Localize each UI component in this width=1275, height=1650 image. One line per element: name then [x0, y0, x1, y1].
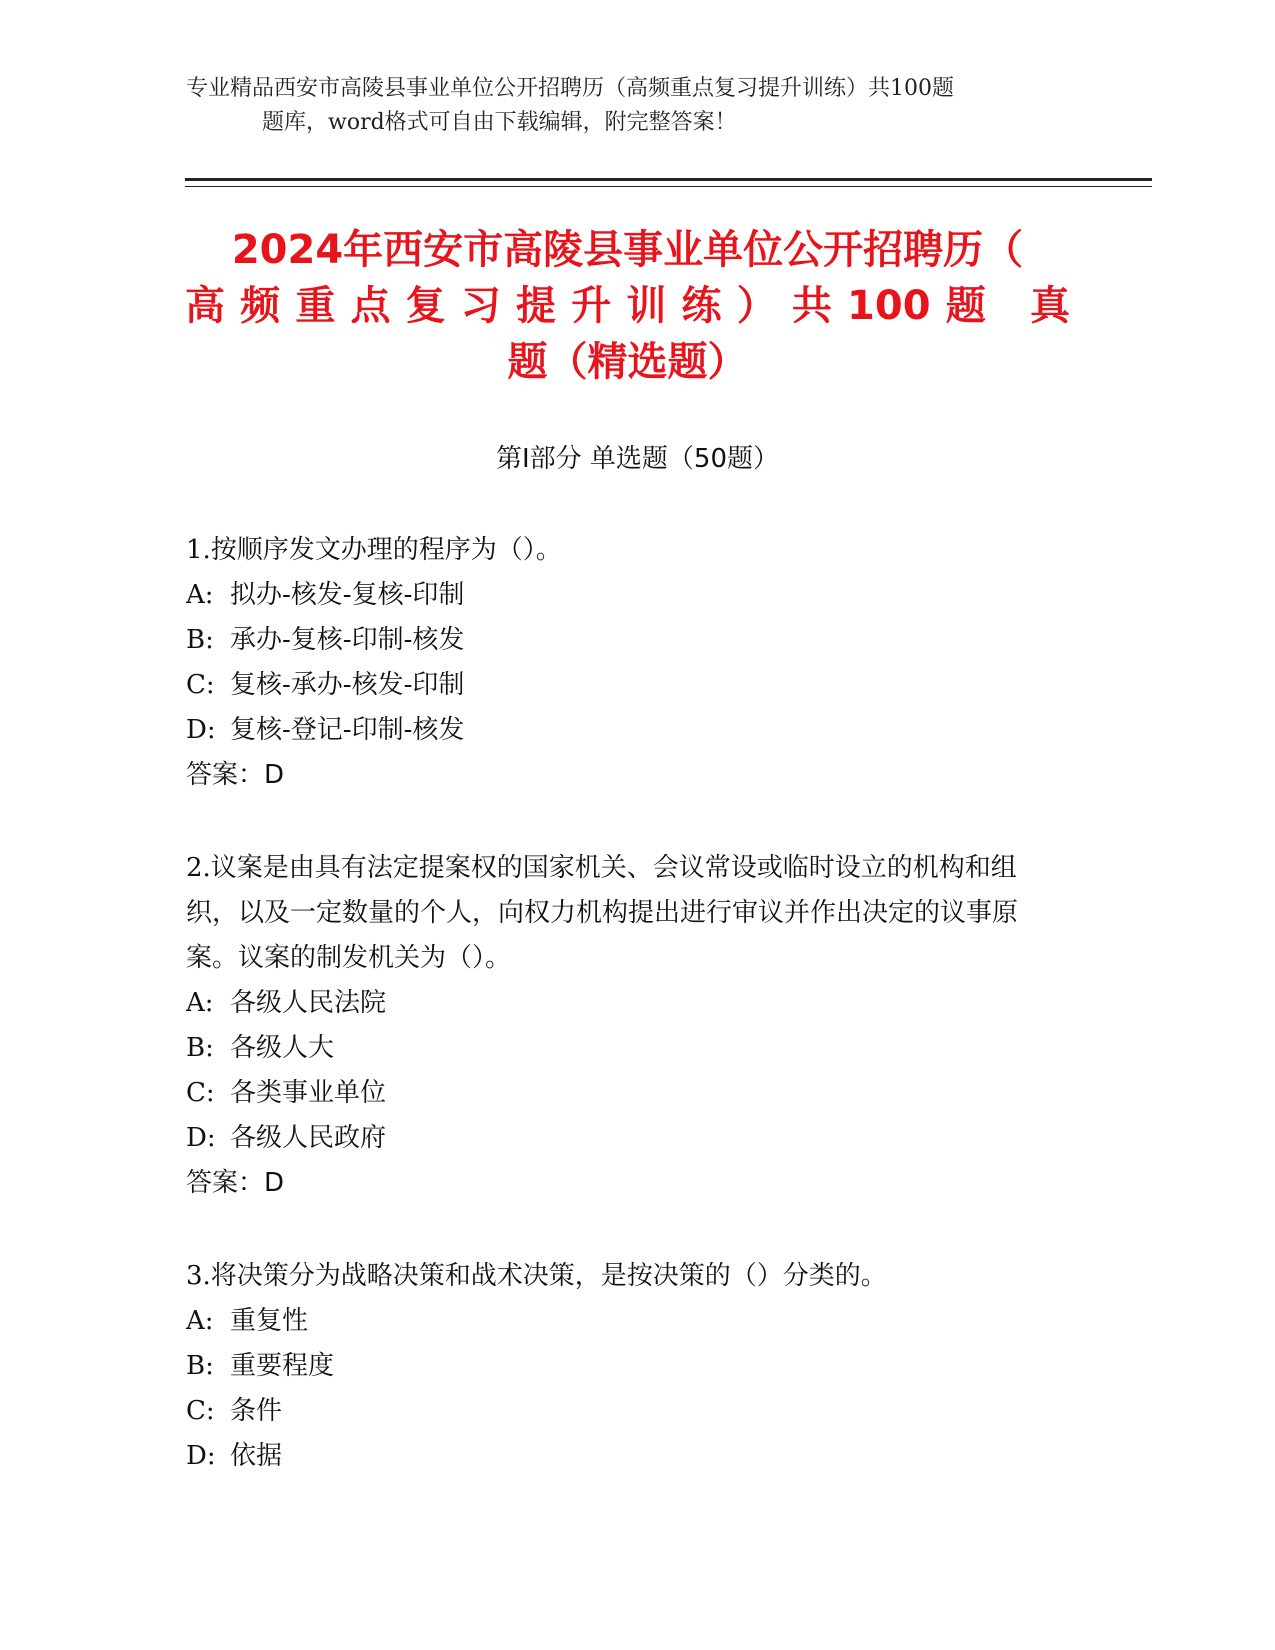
option-label: B:: [186, 1033, 214, 1063]
option-text: 各级人民法院: [230, 988, 387, 1018]
title-line-3: 题（精选题）: [507, 339, 748, 385]
option-text: 拟办-核发-复核-印制: [230, 580, 465, 610]
document-title: [185, 222, 1070, 390]
option-a: [186, 981, 1066, 1026]
question-2: [186, 846, 1066, 1206]
answer: 答案：D: [186, 760, 285, 790]
header-rule-thin: [185, 186, 1152, 187]
option-label: D:: [186, 1441, 216, 1471]
option-d: [186, 1116, 1066, 1161]
option-text: 承办-复核-印制-核发: [230, 625, 465, 655]
option-d: [186, 708, 1066, 753]
option-text: 重要程度: [230, 1351, 335, 1381]
option-c: [186, 1071, 1066, 1116]
header-line-2: 题库，word格式可自由下载编辑，附完整答案！: [262, 110, 737, 135]
option-text: 各级人大: [230, 1033, 335, 1063]
option-text: 复核-登记-印制-核发: [230, 715, 465, 745]
section-heading: 第Ⅰ部分 单选题（50题）: [495, 444, 780, 474]
question-stem: 3.将决策分为战略决策和战术决策，是按决策的（）分类的。: [186, 1261, 887, 1291]
option-label: A:: [186, 988, 214, 1018]
option-b: [186, 1344, 1066, 1389]
title-line-2: [185, 278, 1070, 334]
question-3: [186, 1254, 1066, 1479]
option-label: C:: [186, 670, 215, 700]
answer: 答案：D: [186, 1168, 285, 1198]
option-label: D:: [186, 715, 216, 745]
option-text: 依据: [230, 1441, 283, 1471]
option-text: 复核-承办-核发-印制: [230, 670, 465, 700]
header-note: [186, 72, 1066, 140]
option-b: [186, 1026, 1066, 1071]
option-label: C:: [186, 1396, 215, 1426]
title-line-2b: 真: [1030, 283, 1070, 329]
header-line-1: 专业精品西安市高陵县事业单位公开招聘历（高频重点复习提升训练）共100题: [186, 76, 954, 101]
option-label: A:: [186, 580, 214, 610]
option-text: 条件: [230, 1396, 283, 1426]
option-a: [186, 573, 1066, 618]
question-list: [186, 528, 1066, 1527]
option-text: 各类事业单位: [230, 1078, 387, 1108]
option-a: [186, 1299, 1066, 1344]
header-rule-thick: [185, 178, 1152, 181]
option-d: [186, 1434, 1066, 1479]
title-line-2a: 高频重点复习提升训练）共100题: [185, 283, 1001, 329]
title-line-1: 2024年西安市高陵县事业单位公开招聘历（: [231, 227, 1024, 273]
option-label: B:: [186, 625, 214, 655]
option-label: D:: [186, 1123, 216, 1153]
option-text: 各级人民政府: [230, 1123, 387, 1153]
option-b: [186, 618, 1066, 663]
question-1: [186, 528, 1066, 798]
option-label: B:: [186, 1351, 214, 1381]
question-stem: 2.议案是由具有法定提案权的国家机关、会议常设或临时设立的机构和组织，以及一定数量的个人，向权力机构提出进行审议并作出决定的议事原案。议案的制发机关为（）。: [186, 853, 1019, 973]
question-stem: 1.按顺序发文办理的程序为（）。: [186, 535, 562, 565]
option-c: [186, 1389, 1066, 1434]
option-text: 重复性: [230, 1306, 309, 1336]
option-label: A:: [186, 1306, 214, 1336]
option-c: [186, 663, 1066, 708]
option-label: C:: [186, 1078, 215, 1108]
